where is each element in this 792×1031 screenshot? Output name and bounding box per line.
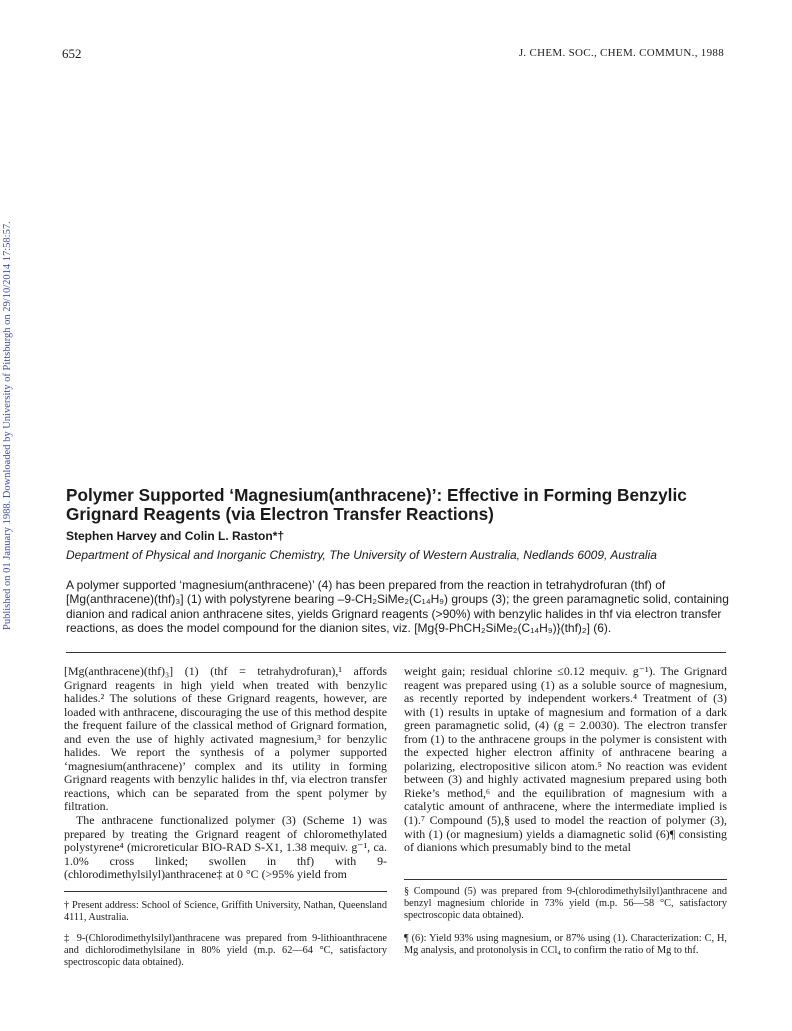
- author-affiliation: Department of Physical and Inorganic Chemistry, The University of Western Australia, Nedlands 6009, Australia: [66, 548, 657, 562]
- footnote-dagger: † Present address: School of Science, Griffith University, Nathan, Queensland 4111, Australia.: [64, 900, 387, 924]
- abstract: A polymer supported ‘magnesium(anthracene)’ (4) has been prepared from the reaction in tetrahydrofuran (thf) of [Mg(anthracene)(thf)₃] (1) with polystyrene bearing –9-CH₂SiMe₂(C₁₄H₉) groups (3); the green paramagnetic solid, containing dianion and radical anion anthracene sites, yields Grignard reagents (>90%) with benzylic halides in thf via electron transfer reactions, as does the model compound for the dianion sites, viz. [Mg{9-PhCH₂SiMe₂(C₁₄H₉)}(thf)₂] (6).: [66, 578, 729, 636]
- download-watermark: [0, 190, 16, 630]
- footnote-paragraph: ¶ (6): Yield 93% using magnesium, or 87% using (1). Characterization: C, H, Mg analysis, and protonolysis in CCl₄ to confirm the ratio of Mg to thf.: [404, 933, 727, 957]
- article-authors: Stephen Harvey and Colin L. Raston*†: [66, 529, 285, 543]
- body-paragraph-1: [Mg(anthracene)(thf)₃] (1) (thf = tetrahydrofuran),¹ affords Grignard reagents in high yield when treated with benzylic halides.² The solutions of these Grignard reagents, however, are loaded with anthracene, discouraging the use of this method despite the frequent failure of the classical method of Grignard formation, and even the use of highly activated magnesium,³ for benzylic halides. We report the synthesis of a polymer supported ‘magnesium(anthracene)’ complex and its utility in forming Grignard reagents with benzylic halides in thf, via electron transfer reactions, which can be separated from the spent polymer by filtration.: [64, 664, 387, 814]
- footnote-section: § Compound (5) was prepared from 9-(chlorodimethylsilyl)anthracene and benzyl magnesium chloride in 73% yield (m.p. 56—58 °C, satisfactory spectroscopic data obtained).: [404, 886, 727, 922]
- footnote-double-dagger: ‡ 9-(Chlorodimethylsilyl)anthracene was prepared from 9-lithioanthracene and dichlorodimethylsilane in 80% yield (m.p. 62—64 °C, satisfactory spectroscopic data obtained).: [64, 933, 387, 969]
- footnote-divider-right: [404, 879, 727, 880]
- body-column-right: [404, 665, 727, 855]
- article-title: Polymer Supported ‘Magnesium(anthracene)’: Effective in Forming Benzylic Grignard Reagents (via Electron Transfer Reactions): [66, 485, 687, 524]
- body-column-left: [64, 665, 387, 882]
- footnote-divider-left: [64, 891, 387, 892]
- abstract-divider: [66, 652, 726, 653]
- download-watermark-text: Published on 01 January 1988. Downloaded by University of Pittsburgh on 29/10/2014 17:58:57.: [2, 221, 13, 630]
- journal-header: J. CHEM. SOC., CHEM. COMMUN., 1988: [518, 47, 724, 59]
- page-number: 652: [62, 46, 82, 61]
- body-paragraph-3: weight gain; residual chlorine ≤0.12 mequiv. g⁻¹). The Grignard reagent was prepared using (1) as a soluble source of magnesium, as recently reported by independent workers.⁴ Treatment of (3) with (1) results in uptake of magnesium and formation of a dark green paramagnetic solid, (4) (g = 2.0030). The electron transfer from (1) to the anthracene groups in the polymer is consistent with the expected higher electron affinity of anthracene bearing a polarizing, electropositive silicon atom.⁵ No reaction was evident between (3) and highly activated magnesium prepared using both Rieke’s method,⁶ and the equilibration of magnesium with a catalytic amount of anthracene, where the intermediate implied is (1).⁷ Compound (5),§ used to model the reaction of polymer (3), with (1) (or magnesium) yields a diamagnetic solid (6)¶ consisting of dianions which presumably bind to the metal: [404, 664, 727, 855]
- body-paragraph-2: The anthracene functionalized polymer (3) (Scheme 1) was prepared by treating the Grignard reagent of chloromethylated polystyrene⁴ (microreticular BIO-RAD S-X1, 1.38 mequiv. g⁻¹, ca. 1.0% cross linked; swollen in thf) with 9-(chlorodimethylsilyl)anthracene‡ at 0 °C (>95% yield from: [64, 813, 387, 882]
